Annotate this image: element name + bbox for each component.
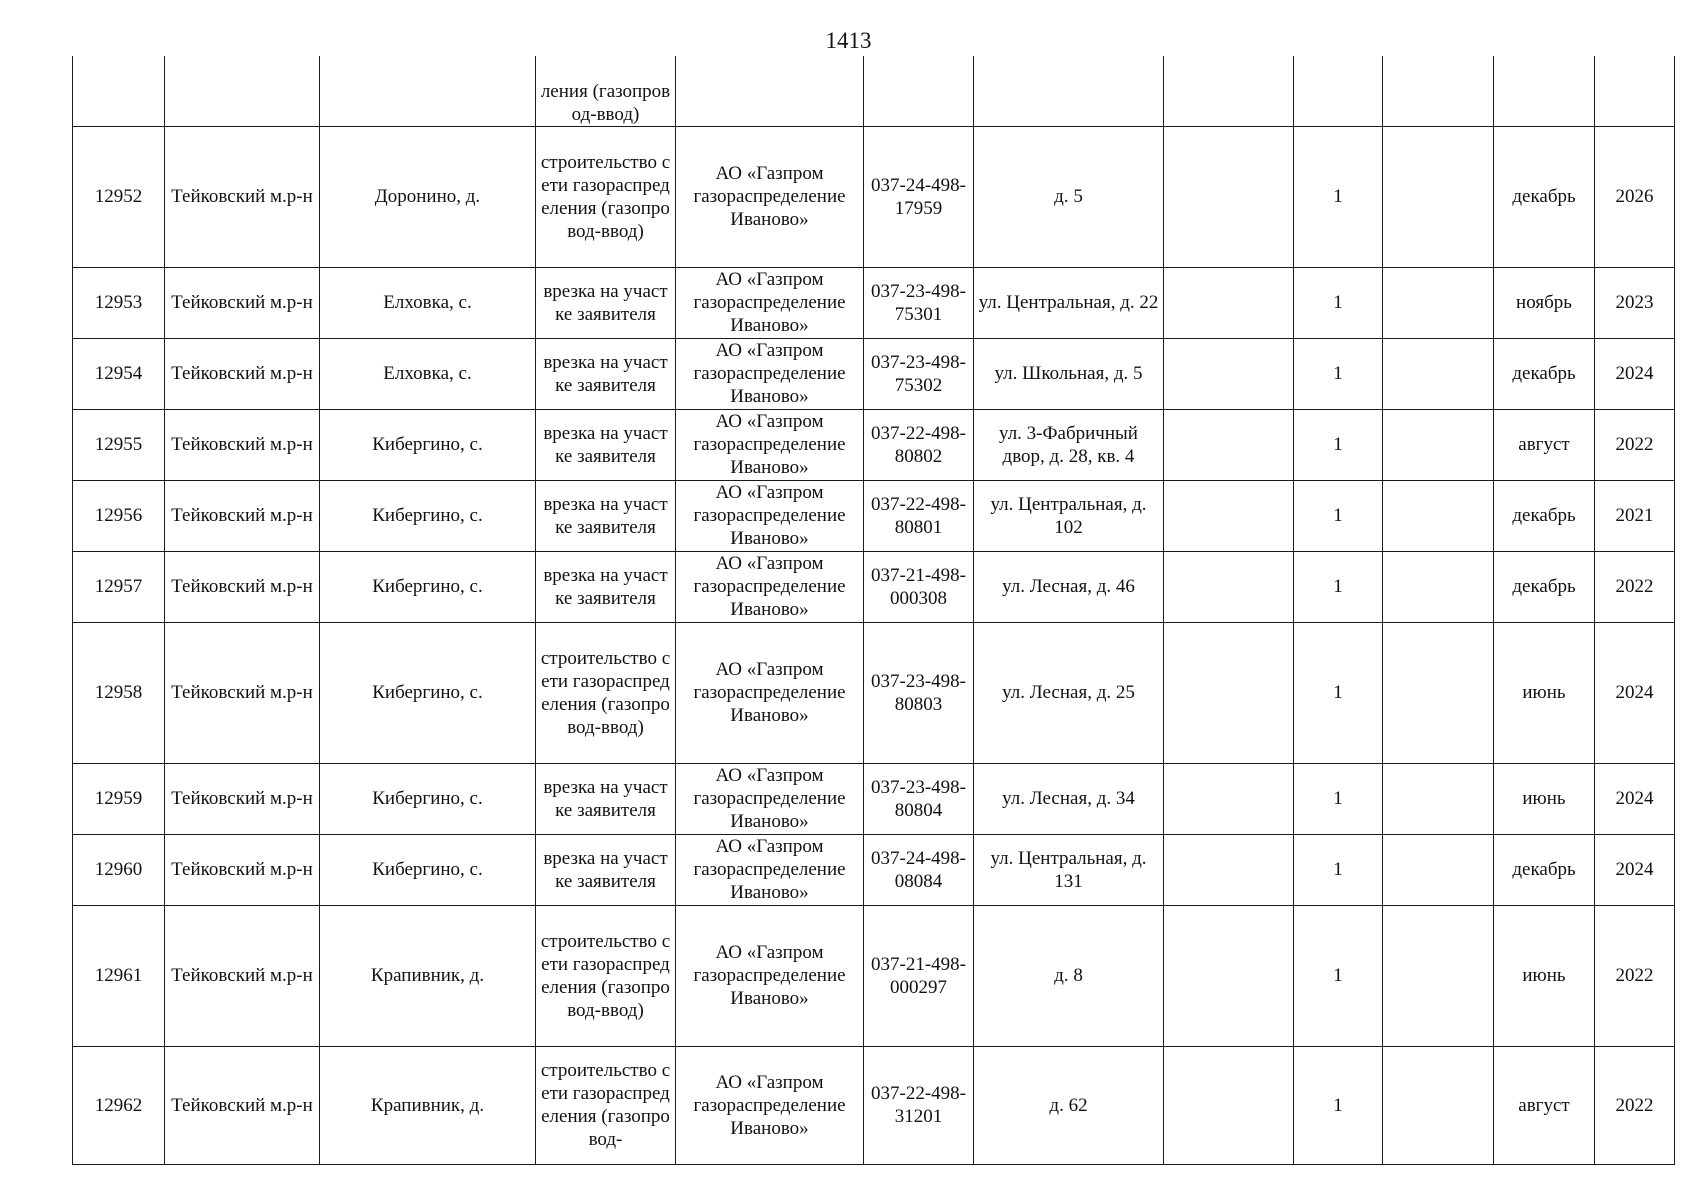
cell-address: ул. Лесная, д. 46 xyxy=(974,551,1164,622)
cell-settlement: Елховка, с. xyxy=(320,338,536,409)
cell-address: д. 62 xyxy=(974,1046,1164,1164)
table-body xyxy=(73,56,1675,1164)
cell-work-type: врезка на участке заявителя xyxy=(536,763,676,834)
cell-col10 xyxy=(1383,551,1494,622)
cell-settlement: Кибергино, с. xyxy=(320,480,536,551)
cell-operator: АО «Газпром газораспределение Иваново» xyxy=(676,409,864,480)
cell-num: 12957 xyxy=(73,551,165,622)
cell-month: июнь xyxy=(1494,763,1595,834)
cell-month: декабрь xyxy=(1494,126,1595,267)
cell-address: д. 8 xyxy=(974,905,1164,1046)
cell-contract: 037-22-498-80802 xyxy=(864,409,974,480)
cell-month: ноябрь xyxy=(1494,267,1595,338)
cell-work-type: строительство сети газораспределения (газопровод-ввод) xyxy=(536,905,676,1046)
cell-year: 2022 xyxy=(1595,409,1675,480)
cell-operator: АО «Газпром газораспределение Иваново» xyxy=(676,905,864,1046)
cell-work-type: врезка на участке заявителя xyxy=(536,338,676,409)
cell-address xyxy=(974,56,1164,126)
cell-qty: 1 xyxy=(1294,551,1383,622)
continuation-row xyxy=(73,56,1675,126)
table-row xyxy=(73,763,1675,834)
cell-qty: 1 xyxy=(1294,1046,1383,1164)
gas-connections-table xyxy=(72,56,1675,1165)
cell-num: 12955 xyxy=(73,409,165,480)
cell-address: ул. Лесная, д. 34 xyxy=(974,763,1164,834)
cell-num: 12962 xyxy=(73,1046,165,1164)
cell-col10 xyxy=(1383,905,1494,1046)
cell-col10 xyxy=(1383,763,1494,834)
cell-district: Тейковский м.р-н xyxy=(165,1046,320,1164)
cell-work-type: строительство сети газораспределения (газопровод-ввод) xyxy=(536,126,676,267)
cell-work-type: строительство сети газораспределения (газопровод- xyxy=(536,1046,676,1164)
table-row xyxy=(73,905,1675,1046)
cell-col8 xyxy=(1164,267,1294,338)
cell-num: 12960 xyxy=(73,834,165,905)
cell-year: 2026 xyxy=(1595,126,1675,267)
cell-month: декабрь xyxy=(1494,551,1595,622)
table-row xyxy=(73,409,1675,480)
cell-year: 2024 xyxy=(1595,338,1675,409)
cell-settlement: Кибергино, с. xyxy=(320,409,536,480)
cell-address: ул. Лесная, д. 25 xyxy=(974,622,1164,763)
cell-col10 xyxy=(1383,126,1494,267)
cell-year: 2024 xyxy=(1595,763,1675,834)
cell-contract: 037-23-498-80804 xyxy=(864,763,974,834)
cell-district: Тейковский м.р-н xyxy=(165,267,320,338)
cell-operator: АО «Газпром газораспределение Иваново» xyxy=(676,267,864,338)
cell-operator: АО «Газпром газораспределение Иваново» xyxy=(676,551,864,622)
table-row xyxy=(73,1046,1675,1164)
page-number: 1413 xyxy=(825,28,872,53)
cell-settlement: Кибергино, с. xyxy=(320,763,536,834)
cell-work-type: ления (газопровод-ввод) xyxy=(536,56,676,126)
cell-contract: 037-21-498-000308 xyxy=(864,551,974,622)
cell-district: Тейковский м.р-н xyxy=(165,622,320,763)
cell-contract: 037-24-498-08084 xyxy=(864,834,974,905)
cell-settlement: Кибергино, с. xyxy=(320,551,536,622)
cell-col10 xyxy=(1383,409,1494,480)
cell-district: Тейковский м.р-н xyxy=(165,126,320,267)
cell-contract: 037-22-498-31201 xyxy=(864,1046,974,1164)
cell-district: Тейковский м.р-н xyxy=(165,834,320,905)
cell-address: д. 5 xyxy=(974,126,1164,267)
cell-col8 xyxy=(1164,480,1294,551)
cell-settlement xyxy=(320,56,536,126)
cell-address: ул. Центральная, д. 131 xyxy=(974,834,1164,905)
cell-year: 2022 xyxy=(1595,551,1675,622)
cell-col8 xyxy=(1164,1046,1294,1164)
table-row xyxy=(73,551,1675,622)
cell-month: декабрь xyxy=(1494,480,1595,551)
cell-col10 xyxy=(1383,56,1494,126)
table-row xyxy=(73,338,1675,409)
cell-year: 2024 xyxy=(1595,622,1675,763)
cell-address: ул. Центральная, д. 22 xyxy=(974,267,1164,338)
cell-num: 12954 xyxy=(73,338,165,409)
cell-qty: 1 xyxy=(1294,834,1383,905)
cell-col10 xyxy=(1383,834,1494,905)
cell-contract: 037-22-498-80801 xyxy=(864,480,974,551)
cell-num: 12953 xyxy=(73,267,165,338)
cell-address: ул. 3-Фабричный двор, д. 28, кв. 4 xyxy=(974,409,1164,480)
cell-operator: АО «Газпром газораспределение Иваново» xyxy=(676,622,864,763)
cell-col8 xyxy=(1164,905,1294,1046)
cell-work-type: врезка на участке заявителя xyxy=(536,267,676,338)
cell-col10 xyxy=(1383,267,1494,338)
cell-operator: АО «Газпром газораспределение Иваново» xyxy=(676,1046,864,1164)
cell-col10 xyxy=(1383,338,1494,409)
cell-month: июнь xyxy=(1494,905,1595,1046)
cell-col8 xyxy=(1164,409,1294,480)
cell-qty: 1 xyxy=(1294,126,1383,267)
cell-col8 xyxy=(1164,56,1294,126)
cell-district xyxy=(165,56,320,126)
cell-operator: АО «Газпром газораспределение Иваново» xyxy=(676,126,864,267)
cell-operator: АО «Газпром газораспределение Иваново» xyxy=(676,834,864,905)
cell-operator: АО «Газпром газораспределение Иваново» xyxy=(676,338,864,409)
cell-year: 2022 xyxy=(1595,1046,1675,1164)
cell-num xyxy=(73,56,165,126)
cell-col10 xyxy=(1383,1046,1494,1164)
cell-col10 xyxy=(1383,622,1494,763)
cell-month: август xyxy=(1494,1046,1595,1164)
table-row xyxy=(73,480,1675,551)
cell-col8 xyxy=(1164,338,1294,409)
cell-year: 2022 xyxy=(1595,905,1675,1046)
cell-qty: 1 xyxy=(1294,763,1383,834)
cell-month: июнь xyxy=(1494,622,1595,763)
table-row xyxy=(73,834,1675,905)
cell-district: Тейковский м.р-н xyxy=(165,480,320,551)
table-row xyxy=(73,267,1675,338)
cell-year: 2023 xyxy=(1595,267,1675,338)
cell-num: 12952 xyxy=(73,126,165,267)
cell-work-type: врезка на участке заявителя xyxy=(536,834,676,905)
cell-qty: 1 xyxy=(1294,338,1383,409)
cell-work-type: врезка на участке заявителя xyxy=(536,551,676,622)
cell-contract: 037-23-498-80803 xyxy=(864,622,974,763)
cell-contract: 037-24-498-17959 xyxy=(864,126,974,267)
cell-operator: АО «Газпром газораспределение Иваново» xyxy=(676,763,864,834)
cell-settlement: Елховка, с. xyxy=(320,267,536,338)
cell-qty: 1 xyxy=(1294,480,1383,551)
table-row xyxy=(73,622,1675,763)
cell-district: Тейковский м.р-н xyxy=(165,338,320,409)
cell-month xyxy=(1494,56,1595,126)
cell-num: 12959 xyxy=(73,763,165,834)
cell-settlement: Крапивник, д. xyxy=(320,1046,536,1164)
cell-col8 xyxy=(1164,622,1294,763)
cell-month: декабрь xyxy=(1494,338,1595,409)
cell-contract: 037-21-498-000297 xyxy=(864,905,974,1046)
cell-operator: АО «Газпром газораспределение Иваново» xyxy=(676,480,864,551)
cell-month: август xyxy=(1494,409,1595,480)
cell-contract: 037-23-498-75302 xyxy=(864,338,974,409)
cell-year xyxy=(1595,56,1675,126)
cell-district: Тейковский м.р-н xyxy=(165,551,320,622)
cell-district: Тейковский м.р-н xyxy=(165,409,320,480)
cell-address: ул. Школьная, д. 5 xyxy=(974,338,1164,409)
cell-col8 xyxy=(1164,763,1294,834)
cell-num: 12956 xyxy=(73,480,165,551)
cell-address: ул. Центральная, д. 102 xyxy=(974,480,1164,551)
cell-district: Тейковский м.р-н xyxy=(165,763,320,834)
cell-work-type: врезка на участке заявителя xyxy=(536,409,676,480)
cell-qty: 1 xyxy=(1294,409,1383,480)
cell-qty xyxy=(1294,56,1383,126)
cell-col8 xyxy=(1164,551,1294,622)
cell-qty: 1 xyxy=(1294,905,1383,1046)
cell-col8 xyxy=(1164,126,1294,267)
cell-settlement: Крапивник, д. xyxy=(320,905,536,1046)
cell-num: 12961 xyxy=(73,905,165,1046)
cell-operator xyxy=(676,56,864,126)
cell-month: декабрь xyxy=(1494,834,1595,905)
cell-work-type: врезка на участке заявителя xyxy=(536,480,676,551)
cell-year: 2021 xyxy=(1595,480,1675,551)
cell-contract: 037-23-498-75301 xyxy=(864,267,974,338)
cell-num: 12958 xyxy=(73,622,165,763)
cell-col10 xyxy=(1383,480,1494,551)
cell-col8 xyxy=(1164,834,1294,905)
cell-work-type: строительство сети газораспределения (газопровод-ввод) xyxy=(536,622,676,763)
cell-year: 2024 xyxy=(1595,834,1675,905)
cell-qty: 1 xyxy=(1294,267,1383,338)
cell-qty: 1 xyxy=(1294,622,1383,763)
cell-settlement: Кибергино, с. xyxy=(320,834,536,905)
table-row xyxy=(73,126,1675,267)
cell-contract xyxy=(864,56,974,126)
cell-settlement: Доронино, д. xyxy=(320,126,536,267)
cell-district: Тейковский м.р-н xyxy=(165,905,320,1046)
cell-settlement: Кибергино, с. xyxy=(320,622,536,763)
